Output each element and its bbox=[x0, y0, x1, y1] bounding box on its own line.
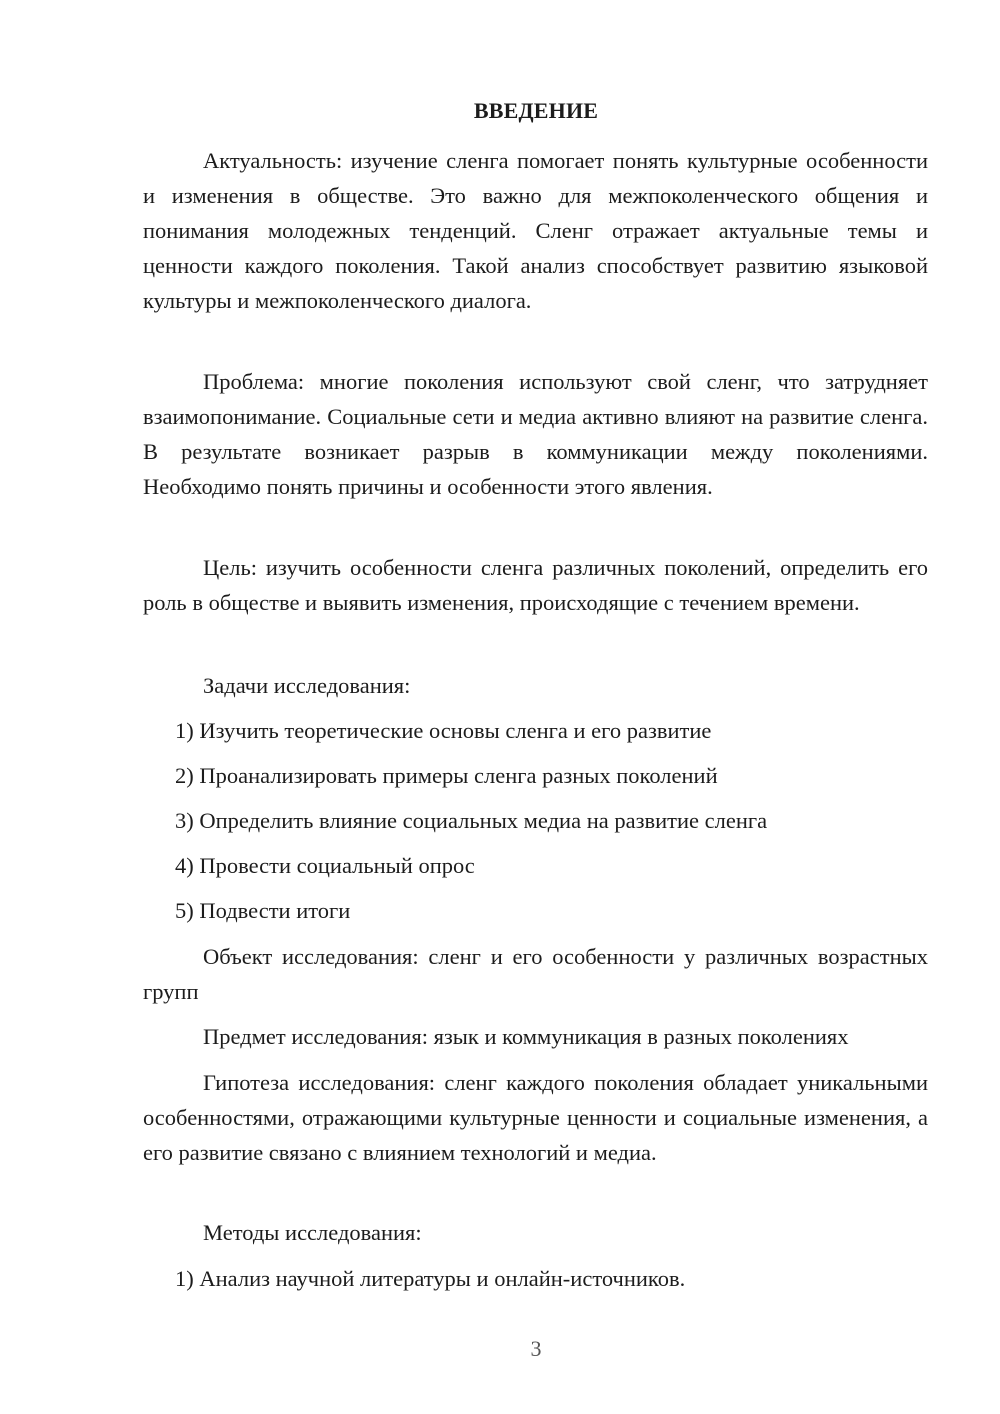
hypothesis-paragraph: Гипотеза исследования: сленг каждого поколения обладает уникальными особенностями, отражающими культурные ценности и социальные изменения, а его развитие связано с влиянием технологий и медиа. bbox=[143, 1070, 928, 1165]
goal-paragraph: Цель: изучить особенности сленга различных поколений, определить его роль в обществе и выявить изменения, происходящие с течением времени. bbox=[143, 555, 928, 615]
page-title: ВВЕДЕНИЕ bbox=[473, 98, 599, 123]
task-item-3: 3) Определить влияние социальных медиа на развитие сленга bbox=[175, 808, 768, 833]
task-item-2: 2) Проанализировать примеры сленга разных поколений bbox=[175, 763, 718, 788]
page-number: 3 bbox=[530, 1336, 542, 1361]
tasks-heading: Задачи исследования: bbox=[203, 673, 411, 698]
method-item-1: 1) Анализ научной литературы и онлайн-источников. bbox=[175, 1266, 686, 1291]
methods-heading: Методы исследования: bbox=[203, 1220, 422, 1245]
object-paragraph: Объект исследования: сленг и его особенности у различных возрастных групп bbox=[143, 944, 928, 1004]
problem-paragraph: Проблема: многие поколения используют свой сленг, что затрудняет взаимопонимание. Социальные сети и медиа активно влияют на развитие сленга. В результате возникает разрыв в коммуникации между поколениями. Необходимо понять причины и особенности этого явления. bbox=[143, 369, 928, 499]
task-item-1: 1) Изучить теоретические основы сленга и его развитие bbox=[175, 718, 712, 743]
subject-paragraph: Предмет исследования: язык и коммуникация в разных поколениях bbox=[203, 1024, 849, 1049]
task-item-4: 4) Провести социальный опрос bbox=[175, 853, 475, 878]
relevance-paragraph: Актуальность: изучение сленга помогает понять культурные особенности и изменения в обществе. Это важно для межпоколенческого общения и понимания молодежных тенденций. Сленг отражает актуальные темы и ценности каждого поколения. Такой анализ способствует развитию языковой культуры и межпоколенческого диалога. bbox=[143, 148, 928, 313]
task-item-5: 5) Подвести итоги bbox=[175, 898, 351, 923]
